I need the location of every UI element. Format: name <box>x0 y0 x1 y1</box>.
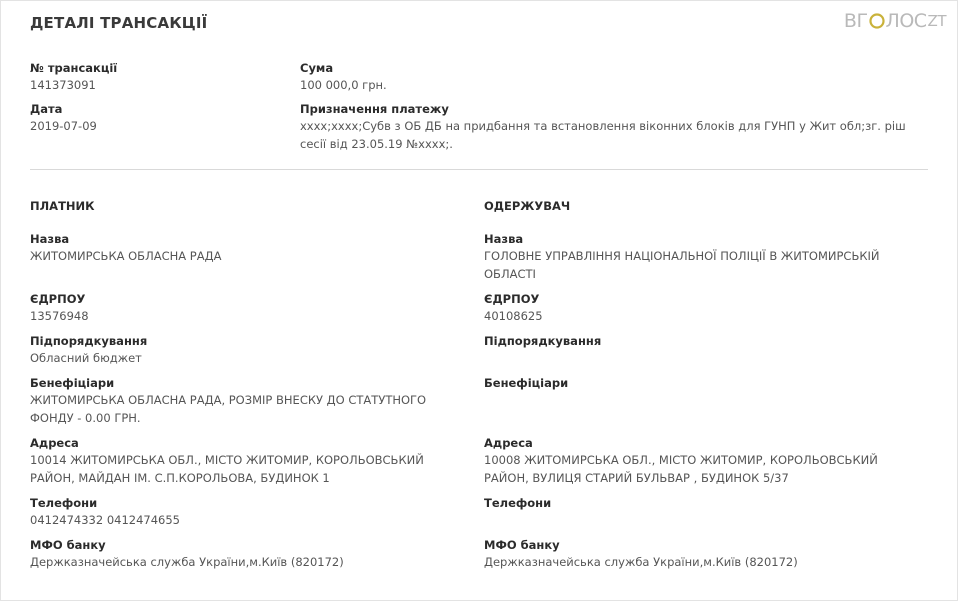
receiver-beneficiaries-field <box>484 375 568 391</box>
payment-purpose-value: xxxx;xxxx;Субв з ОБ ДБ на придбання та встановлення віконних блоків для ГУНП у Жит обл;зг. ріш сесії від 23.05.19 №xxxx;. <box>300 119 906 151</box>
payer-mfo-field <box>30 537 344 571</box>
payer-beneficiaries-value: ЖИТОМИРСЬКА ОБЛАСНА РАДА, РОЗМІР ВНЕСКУ ДО СТАТУТНОГО ФОНДУ - 0.00 ГРН. <box>30 393 427 425</box>
logo-text-right: ЛОС <box>885 10 927 32</box>
divider <box>30 169 928 170</box>
payer-edrpou-field <box>30 291 89 325</box>
payer-address-field <box>30 435 455 487</box>
amount-field <box>300 60 387 94</box>
payer-address-label: Адреса <box>30 436 79 450</box>
receiver-address-field <box>484 435 909 487</box>
logo-circle-icon <box>869 13 885 29</box>
receiver-mfo-field <box>484 537 798 571</box>
site-logo[interactable] <box>844 8 946 34</box>
receiver-mfo-label: МФО банку <box>484 538 560 552</box>
payment-purpose-field <box>300 101 928 153</box>
payer-mfo-value: Держказначейська служба України,м.Київ (820172) <box>30 555 344 569</box>
payer-subordination-field <box>30 333 147 367</box>
date-value: 2019-07-09 <box>30 119 97 133</box>
receiver-section-title: ОДЕРЖУВАЧ <box>484 199 571 213</box>
payer-phones-label: Телефони <box>30 496 98 510</box>
transaction-id-field <box>30 60 117 94</box>
receiver-address-value: 10008 ЖИТОМИРСЬКА ОБЛ., МІСТО ЖИТОМИР, КОРОЛЬОВСЬКИЙ РАЙОН, ВУЛИЦЯ СТАРИЙ БУЛЬВАР , БУДИНОК 5/37 <box>484 453 878 485</box>
receiver-beneficiaries-label: Бенефіціари <box>484 376 569 390</box>
receiver-name-field <box>484 231 909 283</box>
payer-phones-field <box>30 495 180 529</box>
transaction-id-value: 141373091 <box>30 78 96 92</box>
amount-value: 100 000,0 грн. <box>300 78 387 92</box>
transaction-id-label: № трансакції <box>30 61 118 75</box>
payer-name-label: Назва <box>30 232 70 246</box>
logo-suffix: ZT <box>927 12 946 30</box>
logo-text-left: ВГ <box>843 10 868 32</box>
receiver-name-label: Назва <box>484 232 524 246</box>
page-title: ДЕТАЛІ ТРАНСАКЦІЇ <box>30 14 208 32</box>
payer-mfo-label: МФО банку <box>30 538 106 552</box>
payer-name-value: ЖИТОМИРСЬКА ОБЛАСНА РАДА <box>30 249 222 263</box>
payer-phones-value: 0412474332 0412474655 <box>30 513 180 527</box>
payer-beneficiaries-label: Бенефіціари <box>30 376 115 390</box>
date-field <box>30 101 97 135</box>
date-label: Дата <box>30 102 63 116</box>
receiver-edrpou-value: 40108625 <box>484 309 543 323</box>
receiver-phones-label: Телефони <box>484 496 552 510</box>
payer-beneficiaries-field <box>30 375 455 427</box>
payer-section-title: ПЛАТНИК <box>30 199 95 213</box>
receiver-address-label: Адреса <box>484 436 533 450</box>
payment-purpose-label: Призначення платежу <box>300 102 449 116</box>
payer-subordination-value: Обласний бюджет <box>30 351 142 365</box>
receiver-subordination-field <box>484 333 601 349</box>
receiver-edrpou-field <box>484 291 543 325</box>
payer-subordination-label: Підпорядкування <box>30 334 148 348</box>
receiver-edrpou-label: ЄДРПОУ <box>484 292 540 306</box>
receiver-mfo-value: Держказначейська служба України,м.Київ (820172) <box>484 555 798 569</box>
receiver-subordination-label: Підпорядкування <box>484 334 602 348</box>
amount-label: Сума <box>300 61 334 75</box>
payer-edrpou-label: ЄДРПОУ <box>30 292 86 306</box>
receiver-name-value: ГОЛОВНЕ УПРАВЛІННЯ НАЦІОНАЛЬНОЇ ПОЛІЦІЇ В ЖИТОМИРСЬКІЙ ОБЛАСТІ <box>484 249 880 281</box>
receiver-phones-field <box>484 495 551 511</box>
payer-name-field <box>30 231 450 265</box>
payer-edrpou-value: 13576948 <box>30 309 89 323</box>
payer-address-value: 10014 ЖИТОМИРСЬКА ОБЛ., МІСТО ЖИТОМИР, КОРОЛЬОВСЬКИЙ РАЙОН, МАЙДАН ІМ. С.П.КОРОЛЬОВА, БУДИНОК 1 <box>30 453 424 485</box>
